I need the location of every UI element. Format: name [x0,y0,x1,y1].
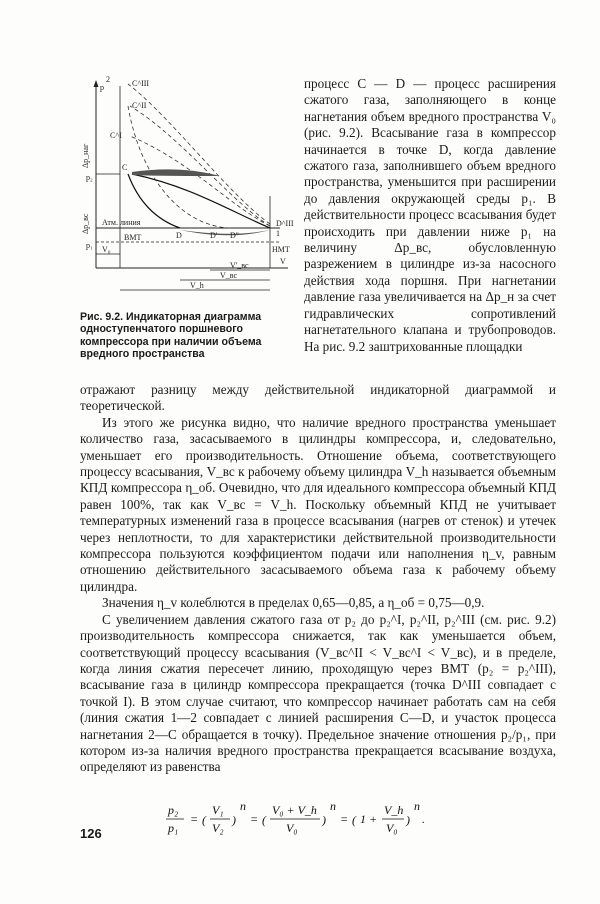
formula-lhs-num: p₂ [168,803,179,817]
paragraph-1: Из этого же рисунка видно, что наличие вредного пространства уменьшает количество газа, засасываемого в цилиндры компрессора, и, следовательно, уменьшает его производительность. Отношение объема, соответствующего процессу всасывания, V_вс к рабочему объему цилиндра V_h называется объемным КПД компрессора η_об. Очевидно, что для идеального компрессора объемный КПД равен 100%, так как V_вс = V_h. Поскольку объемный КПД не учитывает температурных изменений газа в процессе всасывания (нагрев от стенок) и утечек через неплотности, то для характеристики действительной производительности компрессора пользуются коэффициентом подачи или наполнения η_v, равным отношению действительного засасываемого объема газа к рабочему объему цилиндра. [80,414,556,594]
paragraph-2: Значения η_v колеблются в пределах 0,65—0,85, а η_об = 0,75—0,9. [102,595,485,611]
formula-exp3: n [414,800,420,813]
svg-text:): ) [322,813,326,827]
page-number: 126 [80,826,102,841]
point-c: C [122,163,128,172]
indicator-diagram-figure [80,76,300,306]
svg-text:): ) [232,813,236,827]
vvs1-label: V'_вс [230,261,249,270]
formula-f1-den: V₂ [212,821,224,835]
point-d: D [176,231,182,240]
formula-f3-pre: 1 + [360,812,378,826]
dp-vs-label: Δp_вс [81,213,90,234]
dp-nag-label: Δp_наг [81,143,90,168]
right-column-text: процесс C — D — процесс расширения сжатого газа, заполняющего в конце нагнетания объем вредного пространства V₀ (рис. 9.2). Всасывание газа в компрессор начинается в точке D, когда давление сжатого газа, заполнившего объем вредного пространства, уменьшится при расширении до давления окружающей среды p₁. В действительности процесс всасывания будет происходить при давлении ниже p₁ на величину Δp_вс, обусловленную разрежением в цилиндре из-за насосного действия хода поршня. При нагнетании давление газа увеличивается на Δp_н за счет гидравлических сопротивлений нагнетательного клапана и трубопроводов. На рис. 9.2 заштрихованные площадки [304,76,556,354]
vh-label: V_h [190,281,204,290]
figure-caption [80,311,292,361]
p1-label: p₁ [86,241,93,250]
formula-f2-den: V₀ [286,821,298,835]
nmt-label: НМТ [272,245,290,254]
formula-eq3: = [340,812,349,826]
point-d3: D^III [276,219,294,228]
formula-f1-num: V₁ [212,803,224,817]
figure-number: Рис. 9.2. [80,311,124,323]
formula-end: . [422,812,425,826]
svg-text:(: ( [352,813,356,827]
point-d2: D'' [230,231,239,240]
formula [160,800,460,840]
formula-eq1: = [190,812,199,826]
point-c3: C^III [132,79,150,88]
point-c1: C^I [110,131,122,140]
point-c2: C^II [132,101,147,110]
indicator-diagram [80,76,300,306]
paragraph-3: С увеличением давления сжатого газа от p₂ до p₂^I, p₂^II, p₂^III (см. рис. 9.2) производительность компрессора снижается, так как уменьшается объем, соответствующий процессу всасывания (V_вс^II < V_вс^I < V_вс), и в пределе, когда линия сжатия пересечет линию, проходящую через ВМТ (p₂ = p₂^III), всасывание газа в цилиндр компрессора прекращается (точка D^III совпадает с точкой I). В этом случае считают, что компрессор начинает работать сам на себя (линия сжатия 1—2 совпадает с линией расширения C—D, и участок процесса нагнетания 2—C обращается в точку). Предельное значение отношения p₂/p₁, при котором из-за наличия вредного пространства прекращается всасывание воздуха, определяют из равенства [80,611,556,775]
point-2: 2 [106,76,110,84]
compression-curve [132,174,270,228]
formula-exp2: n [330,800,336,813]
formula-eq2: = [250,812,259,826]
point-1: 1 [276,229,280,238]
continuation-text: отражают разницу между действительной индикаторной диаграммой и теоретической. [80,382,556,414]
atm-line-label: Атм. линия [102,218,141,227]
formula-svg [160,800,460,840]
right-column [304,76,556,355]
formula-f3-num: V_h [384,803,404,817]
vvs-label: V_вс [220,271,238,280]
point-d1: D' [210,231,218,240]
formula-exp1: n [240,800,246,813]
v-axis-label: V [280,257,286,266]
p-axis-label: p [100,83,104,92]
vmt-label: ВМТ [124,233,142,242]
formula-lhs-den: p₁ [168,821,179,835]
body-text [80,382,556,776]
v0-label: V₀ [102,245,111,254]
svg-text:(: ( [202,813,206,827]
formula-f2-num: V₀ + V_h [272,803,317,817]
p2-label: p₂ [86,173,93,182]
svg-text:(: ( [262,813,266,827]
figure-caption-text: Индикаторная диаграмма одноступенчатого поршневого компрессора при наличии объема вредного пространства [80,311,262,361]
formula-f3-den: V₀ [386,821,398,835]
svg-text:): ) [406,813,410,827]
